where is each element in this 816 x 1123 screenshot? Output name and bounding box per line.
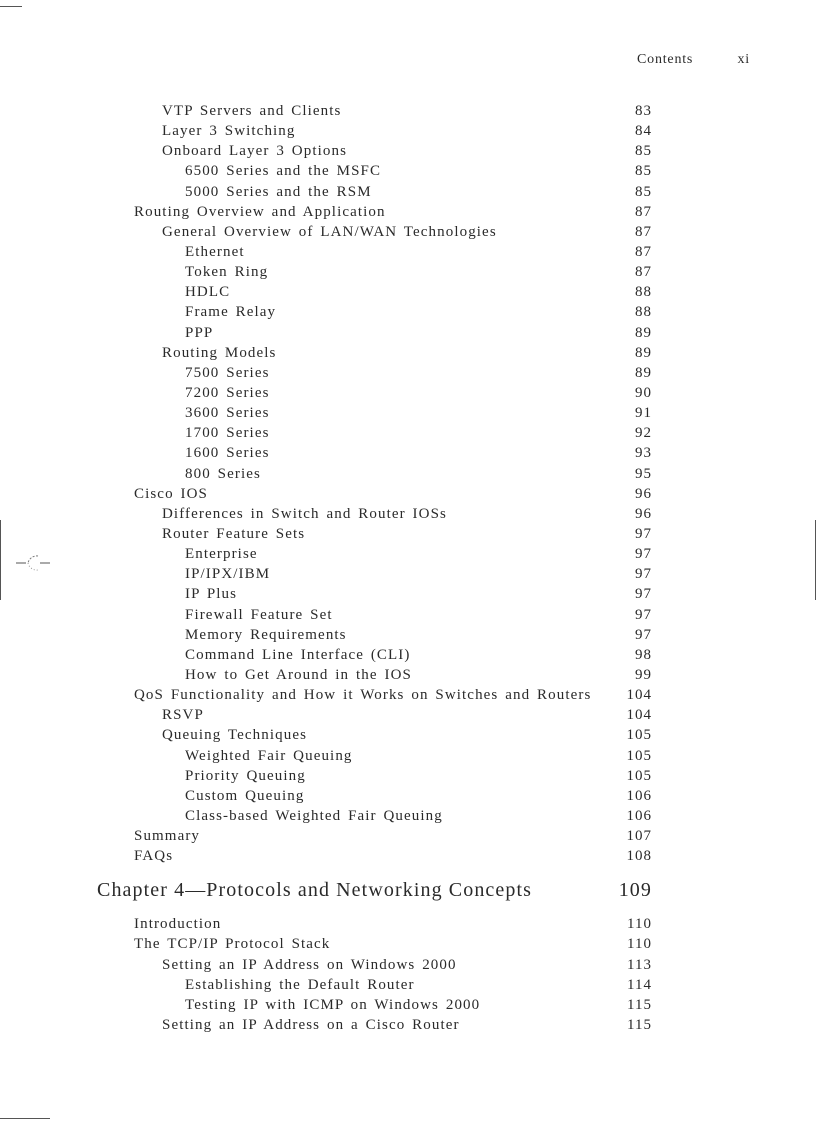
toc-entry-title: Custom Queuing xyxy=(185,787,305,804)
toc-entry-page: 83 xyxy=(635,103,652,119)
toc-entry-title: RSVP xyxy=(162,707,204,724)
toc-entry-title: Summary xyxy=(134,828,201,845)
toc-entry-title: VTP Servers and Clients xyxy=(162,103,342,119)
toc-entry-page: 97 xyxy=(635,525,652,542)
toc-entry-page: 105 xyxy=(626,727,652,744)
toc-entry[interactable] xyxy=(0,282,816,302)
toc-entry[interactable] xyxy=(0,403,816,423)
toc-entry-page: 88 xyxy=(635,304,652,321)
toc-entry-title: IP Plus xyxy=(185,586,238,603)
toc-entry-title: Setting an IP Address on Windows 2000 xyxy=(162,956,457,973)
toc-entry-title: HDLC xyxy=(185,284,231,301)
toc-entry-page: 110 xyxy=(627,936,652,953)
toc-entry-title: PPP xyxy=(185,324,214,341)
toc-entry-page: 91 xyxy=(635,405,652,422)
toc-entry[interactable] xyxy=(0,746,816,766)
toc-entry-title: Class-based Weighted Fair Queuing xyxy=(185,807,443,824)
toc-entry[interactable] xyxy=(0,484,816,504)
toc-entry-title: Queuing Techniques xyxy=(162,727,308,744)
toc-entry[interactable] xyxy=(0,141,816,161)
toc-entry-title: General Overview of LAN/WAN Technologies xyxy=(162,223,497,240)
toc-entry-title: 7200 Series xyxy=(185,384,270,401)
toc-entry[interactable] xyxy=(0,544,816,564)
toc-entry-page: 105 xyxy=(626,747,652,764)
toc-entry[interactable] xyxy=(0,975,816,995)
toc-entry[interactable] xyxy=(0,121,816,141)
toc-entry-title: Frame Relay xyxy=(185,304,277,321)
toc-entry-page: 106 xyxy=(626,787,652,804)
toc-entry[interactable] xyxy=(0,504,816,524)
toc-entry-page: 96 xyxy=(635,505,652,522)
toc-entry[interactable] xyxy=(0,766,816,786)
toc-entry-page: 97 xyxy=(635,586,652,603)
toc-entry-page: 109 xyxy=(618,879,652,902)
toc-entry-title: Memory Requirements xyxy=(185,626,347,643)
toc-entry[interactable] xyxy=(0,914,816,934)
toc-entry-title: Priority Queuing xyxy=(185,767,306,784)
crop-mark-bottom-left xyxy=(0,1118,50,1119)
toc-entry[interactable] xyxy=(0,383,816,403)
toc-entry-title: 1700 Series xyxy=(185,425,270,442)
toc-entry-title: FAQs xyxy=(134,848,174,865)
toc-entry[interactable] xyxy=(0,995,816,1015)
toc-entry-title: Onboard Layer 3 Options xyxy=(162,143,348,160)
toc-entry-title: 1600 Series xyxy=(185,445,270,462)
toc-entry-title: 800 Series xyxy=(185,465,261,482)
toc-entry-page: 93 xyxy=(635,445,652,462)
toc-entry-page: 97 xyxy=(635,566,652,583)
toc-entry-title: Cisco IOS xyxy=(134,485,208,502)
toc-entry[interactable] xyxy=(0,685,816,705)
toc-entry-title: QoS Functionality and How it Works on Switches and Routers xyxy=(134,687,592,704)
toc-chapter-heading[interactable] xyxy=(0,866,816,914)
toc-entry[interactable] xyxy=(0,423,816,443)
toc-entry-title: 7500 Series xyxy=(185,364,270,381)
toc-entry[interactable] xyxy=(0,955,816,975)
toc-entry-page: 97 xyxy=(635,606,652,623)
toc-entry-title: Firewall Feature Set xyxy=(185,606,333,623)
toc-entry-title: Differences in Switch and Router IOSs xyxy=(162,505,447,522)
toc-entry[interactable] xyxy=(0,625,816,645)
toc-entry[interactable] xyxy=(0,323,816,343)
toc-entry-page: 98 xyxy=(635,646,652,663)
toc-entry[interactable] xyxy=(0,524,816,544)
toc-entry-page: 113 xyxy=(627,956,652,973)
toc-entry-page: 92 xyxy=(635,425,652,442)
toc-entry[interactable] xyxy=(0,705,816,725)
toc-entry-page: 87 xyxy=(635,264,652,281)
toc-entry-title: Introduction xyxy=(134,916,222,933)
toc-entry-page: 97 xyxy=(635,546,652,563)
toc-entry-page: 84 xyxy=(635,123,652,140)
toc-entry[interactable] xyxy=(0,725,816,745)
toc-entry-page: 115 xyxy=(627,1017,652,1034)
toc-entry-page: 105 xyxy=(626,767,652,784)
running-head xyxy=(560,52,750,70)
toc-entry-title: The TCP/IP Protocol Stack xyxy=(134,936,331,953)
toc-entry-page: 115 xyxy=(627,996,652,1013)
toc-entry-page: 108 xyxy=(626,848,652,865)
toc-entry[interactable] xyxy=(0,222,816,242)
toc-entry-page: 87 xyxy=(635,243,652,260)
toc-entry-page: 99 xyxy=(635,666,652,683)
toc-entry[interactable] xyxy=(0,363,816,383)
toc-entry-title: Routing Models xyxy=(162,344,277,361)
toc-entry-title: Testing IP with ICMP on Windows 2000 xyxy=(185,996,481,1013)
toc-entry-title: Layer 3 Switching xyxy=(162,123,296,140)
toc-entry[interactable] xyxy=(0,1015,816,1035)
table-of-contents xyxy=(0,101,816,1035)
toc-entry[interactable] xyxy=(0,302,816,322)
toc-entry-page: 89 xyxy=(635,344,652,361)
toc-entry-page: 96 xyxy=(635,485,652,502)
toc-entry-title: Ethernet xyxy=(185,243,245,260)
toc-entry-page: 89 xyxy=(635,364,652,381)
toc-entry[interactable] xyxy=(0,584,816,604)
toc-entry[interactable] xyxy=(0,443,816,463)
toc-entry-page: 95 xyxy=(635,465,652,482)
toc-entry-page: 104 xyxy=(626,687,652,704)
toc-entry[interactable] xyxy=(0,665,816,685)
toc-entry[interactable] xyxy=(0,343,816,363)
toc-entry[interactable] xyxy=(0,645,816,665)
toc-entry-page: 107 xyxy=(626,828,652,845)
toc-entry[interactable] xyxy=(0,806,816,826)
toc-entry-title: Router Feature Sets xyxy=(162,525,306,542)
toc-entry[interactable] xyxy=(0,101,816,121)
toc-entry-title: Chapter 4—Protocols and Networking Concepts xyxy=(97,879,533,902)
toc-entry[interactable] xyxy=(0,846,816,866)
running-head-title: Contents xyxy=(637,52,694,67)
toc-entry-page: 89 xyxy=(635,324,652,341)
toc-entry-page: 87 xyxy=(635,223,652,240)
toc-entry-title: 5000 Series and the RSM xyxy=(185,183,372,200)
toc-entry[interactable] xyxy=(0,242,816,262)
toc-entry[interactable] xyxy=(0,262,816,282)
toc-entry-title: Command Line Interface (CLI) xyxy=(185,646,411,663)
toc-entry-title: IP/IPX/IBM xyxy=(185,566,271,583)
toc-entry[interactable] xyxy=(0,605,816,625)
toc-entry-page: 85 xyxy=(635,183,652,200)
toc-entry-title: 3600 Series xyxy=(185,405,270,422)
running-head-page-number: xi xyxy=(737,52,750,67)
toc-entry-title: Setting an IP Address on a Cisco Router xyxy=(162,1017,460,1034)
toc-entry[interactable] xyxy=(0,182,816,202)
toc-entry-page: 85 xyxy=(635,163,652,180)
toc-entry-page: 104 xyxy=(626,707,652,724)
toc-entry[interactable] xyxy=(0,202,816,222)
crop-mark-top-left xyxy=(0,6,22,7)
toc-entry[interactable] xyxy=(0,934,816,954)
toc-entry-page: 110 xyxy=(627,916,652,933)
toc-entry-page: 90 xyxy=(635,384,652,401)
toc-entry-page: 88 xyxy=(635,284,652,301)
toc-entry-page: 85 xyxy=(635,143,652,160)
toc-entry-title: Weighted Fair Queuing xyxy=(185,747,353,764)
toc-entry[interactable] xyxy=(0,786,816,806)
toc-entry-title: How to Get Around in the IOS xyxy=(185,666,412,683)
toc-entry-title: Establishing the Default Router xyxy=(185,976,415,993)
toc-entry-page: 97 xyxy=(635,626,652,643)
toc-entry-page: 106 xyxy=(626,807,652,824)
toc-entry[interactable] xyxy=(0,564,816,584)
toc-entry[interactable] xyxy=(0,826,816,846)
toc-entry-page: 87 xyxy=(635,203,652,220)
toc-entry-title: Token Ring xyxy=(185,264,269,281)
toc-entry[interactable] xyxy=(0,161,816,181)
toc-entry[interactable] xyxy=(0,464,816,484)
toc-entry-title: Enterprise xyxy=(185,546,258,563)
toc-entry-title: 6500 Series and the MSFC xyxy=(185,163,382,180)
toc-entry-page: 114 xyxy=(627,976,652,993)
toc-entry-title: Routing Overview and Application xyxy=(134,203,386,220)
